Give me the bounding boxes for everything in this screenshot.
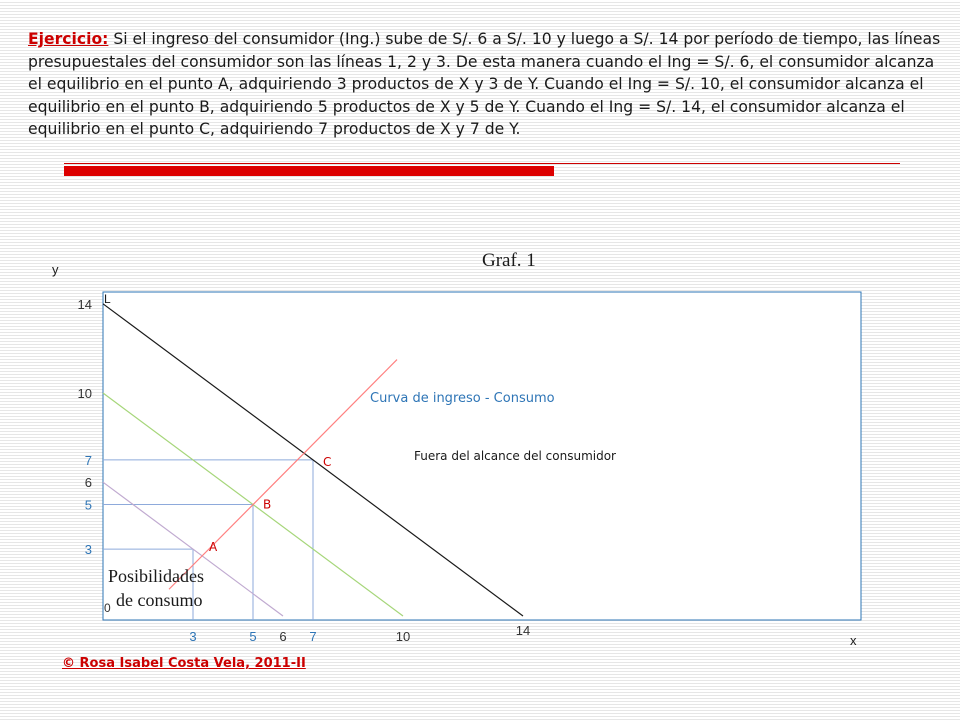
x-tick-label-14: 14: [515, 623, 531, 638]
y-tick-label-14: 14: [77, 296, 92, 312]
exercise-label: Ejercicio:: [28, 30, 109, 48]
budget-line-label: L: [104, 292, 111, 306]
copyright-footer: © Rosa Isabel Costa Vela, 2011-II: [62, 656, 306, 671]
x-tick-label-7: 7: [309, 629, 317, 644]
inside-region-label-line2: de consumo: [116, 590, 203, 610]
x-axis-label: x: [850, 633, 857, 648]
inside-region-label-line1: Posibilidades: [108, 566, 205, 586]
icc-label: Curva de ingreso - Consumo: [370, 391, 555, 406]
chart-title: Graf. 1: [482, 250, 536, 271]
point-label-c: C: [323, 454, 332, 469]
y-axis-label: y: [52, 262, 59, 277]
x-tick-label-5: 5: [249, 629, 257, 644]
point-label-a: A: [209, 540, 218, 555]
y-tick-label-10: 10: [77, 386, 92, 401]
origin-label: 0: [104, 601, 111, 615]
x-tick-label-10: 10: [395, 629, 411, 644]
y-tick-label-7: 7: [84, 452, 92, 468]
y-tick-label-6: 6: [84, 475, 92, 491]
point-label-b: B: [263, 497, 272, 512]
exercise-body: Si el ingreso del consumidor (Ing.) sube de S/. 6 a S/. 10 y luego a S/. 14 por período de tiempo, las líneas presupuestales del consumidor son las líneas 1, 2 y 3. De esta manera cuando el Ing = S/. 6, el consumidor alcanza el equilibrio en el punto A, adquiriendo 3 productos de X y 3 de Y. Cuando el Ing = S/. 10, el consumidor alcanza el equilibrio en el punto B, adquiriendo 5 productos de X y 5 de Y. Cuando el Ing = S/. 14, el consumidor alcanza el equilibrio en el punto C, adquiriendo 7 productos de X y 7 de Y.: [28, 30, 941, 139]
y-tick-label-5: 5: [84, 497, 92, 513]
x-tick-label-3: 3: [189, 629, 197, 644]
outside-region-label: Fuera del alcance del consumidor: [414, 449, 616, 463]
y-tick-label-3: 3: [84, 542, 92, 558]
x-tick-label-6: 6: [279, 629, 287, 644]
